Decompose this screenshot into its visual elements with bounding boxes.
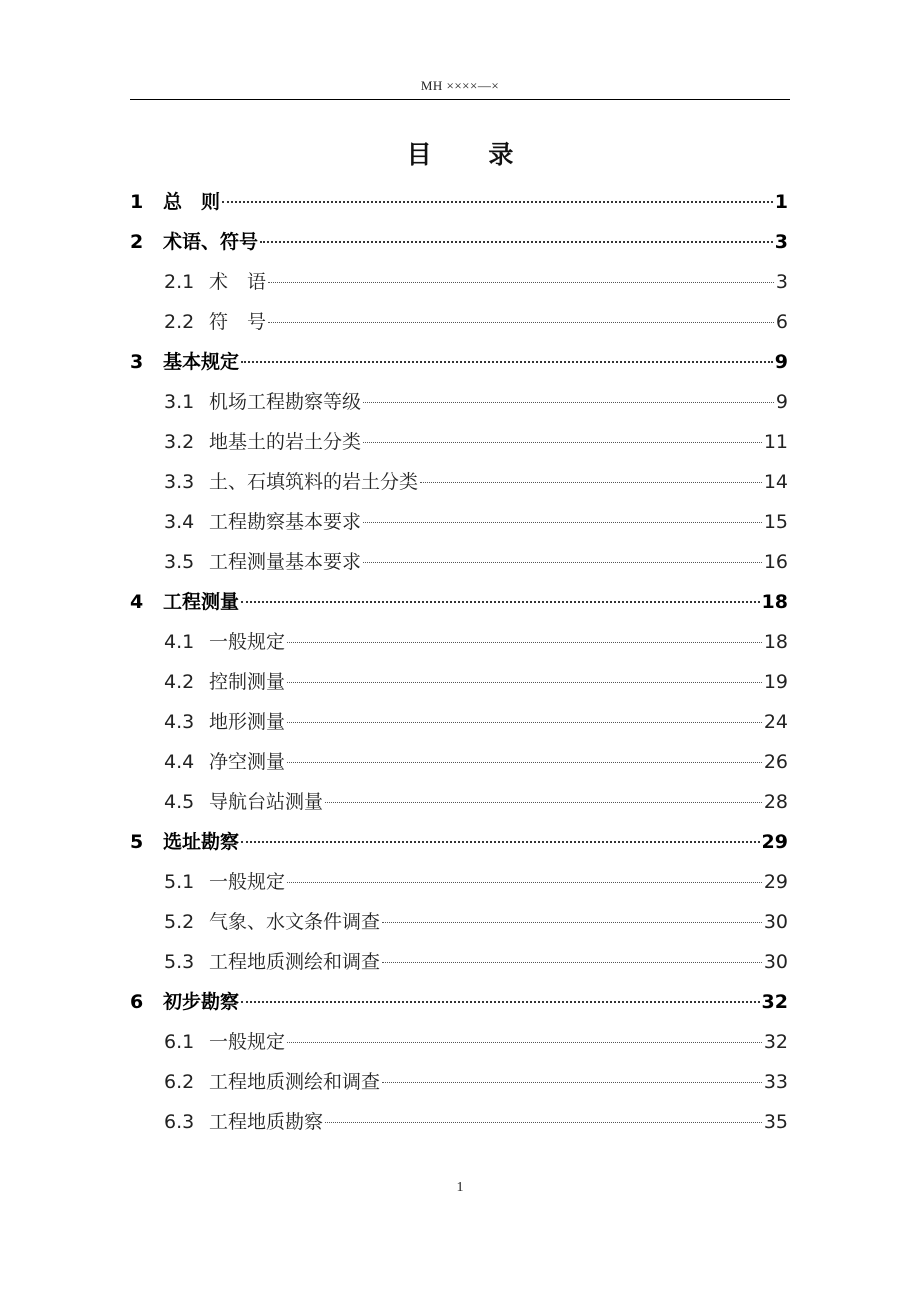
toc-dot-leader [287, 722, 762, 723]
toc-dot-leader [287, 682, 762, 683]
toc-entry-page: 11 [763, 431, 788, 453]
toc-entry-page: 29 [763, 871, 788, 893]
toc-section-entry[interactable] [130, 942, 788, 982]
toc-dot-leader [287, 762, 762, 763]
toc-entry-number: 3.2 [164, 431, 195, 453]
toc-dot-leader [287, 642, 762, 643]
toc-entry-number: 3.1 [164, 391, 195, 413]
toc-section-entry[interactable] [130, 902, 788, 942]
toc-entry-title: 术 语 [209, 271, 267, 293]
toc-entry-number: 6.3 [164, 1111, 195, 1133]
toc-entry-number: 2.2 [164, 311, 195, 333]
toc-dot-leader [363, 562, 762, 563]
toc-entry-page: 16 [763, 551, 788, 573]
toc-entry-title: 一般规定 [209, 871, 286, 893]
toc-entry-number: 5.1 [164, 871, 195, 893]
toc-entry-number: 2 [130, 231, 144, 253]
toc-dot-leader [268, 282, 774, 283]
toc-chapter-entry[interactable] [130, 182, 788, 222]
toc-dot-leader [268, 322, 774, 323]
toc-entry-title: 土、石填筑料的岩土分类 [209, 471, 419, 493]
toc-entry-title: 机场工程勘察等级 [209, 391, 362, 413]
toc-entry-title: 一般规定 [209, 1031, 286, 1053]
toc-section-entry[interactable] [130, 782, 788, 822]
table-of-contents [130, 182, 788, 1142]
toc-entry-number: 4.3 [164, 711, 195, 733]
toc-dot-leader [241, 841, 760, 843]
toc-dot-leader [382, 922, 762, 923]
toc-entry-page: 32 [763, 1031, 788, 1053]
toc-dot-leader [363, 522, 762, 523]
toc-entry-number: 4.5 [164, 791, 195, 813]
page-header-code: MH ××××—× [420, 78, 500, 93]
toc-section-entry[interactable] [130, 862, 788, 902]
toc-entry-title: 选址勘察 [163, 831, 240, 853]
toc-entry-title: 基本规定 [163, 351, 240, 373]
toc-entry-number: 4.2 [164, 671, 195, 693]
toc-section-entry[interactable] [130, 742, 788, 782]
toc-entry-number: 5 [130, 831, 144, 853]
toc-section-entry[interactable] [130, 1022, 788, 1062]
toc-entry-title: 总 则 [163, 191, 221, 213]
toc-entry-number: 4.1 [164, 631, 195, 653]
toc-entry-title: 初步勘察 [163, 991, 240, 1013]
toc-chapter-entry[interactable] [130, 982, 788, 1022]
toc-dot-leader [325, 802, 762, 803]
toc-entry-title: 控制测量 [209, 671, 286, 693]
toc-entry-title: 地形测量 [209, 711, 286, 733]
footer-page-number: 1 [456, 1180, 464, 1195]
toc-entry-page: 3 [774, 231, 788, 253]
toc-entry-page: 33 [763, 1071, 788, 1093]
toc-entry-page: 18 [763, 631, 788, 653]
toc-entry-number: 4.4 [164, 751, 195, 773]
toc-entry-page: 26 [763, 751, 788, 773]
toc-entry-number: 3 [130, 351, 144, 373]
toc-entry-number: 1 [130, 191, 144, 213]
toc-dot-leader [241, 361, 773, 363]
toc-chapter-entry[interactable] [130, 822, 788, 862]
toc-dot-leader [382, 962, 762, 963]
toc-entry-title: 工程测量基本要求 [209, 551, 362, 573]
toc-section-entry[interactable] [130, 662, 788, 702]
toc-dot-leader [241, 1001, 760, 1003]
toc-entry-page: 28 [763, 791, 788, 813]
toc-entry-title: 工程测量 [163, 591, 240, 613]
toc-entry-page: 3 [775, 271, 788, 293]
toc-chapter-entry[interactable] [130, 582, 788, 622]
toc-entry-number: 3.3 [164, 471, 195, 493]
toc-dot-leader [382, 1082, 762, 1083]
toc-section-entry[interactable] [130, 542, 788, 582]
toc-entry-number: 3.5 [164, 551, 195, 573]
toc-section-entry[interactable] [130, 1102, 788, 1142]
toc-entry-title: 术语、符号 [163, 231, 259, 253]
toc-entry-title: 工程勘察基本要求 [209, 511, 362, 533]
toc-section-entry[interactable] [130, 1062, 788, 1102]
toc-section-entry[interactable] [130, 422, 788, 462]
toc-section-entry[interactable] [130, 462, 788, 502]
toc-entry-title: 工程地质勘察 [209, 1111, 324, 1133]
toc-entry-page: 29 [761, 831, 788, 853]
toc-dot-leader [363, 442, 762, 443]
toc-entry-page: 19 [763, 671, 788, 693]
toc-entry-title: 地基土的岩土分类 [209, 431, 362, 453]
toc-entry-title: 工程地质测绘和调查 [209, 1071, 381, 1093]
toc-entry-page: 1 [774, 191, 788, 213]
toc-dot-leader [222, 201, 773, 203]
toc-entry-page: 15 [763, 511, 788, 533]
toc-entry-number: 6.1 [164, 1031, 195, 1053]
toc-entry-title: 气象、水文条件调查 [209, 911, 381, 933]
toc-dot-leader [241, 601, 760, 603]
toc-entry-number: 2.1 [164, 271, 195, 293]
toc-entry-title: 一般规定 [209, 631, 286, 653]
toc-entry-number: 5.3 [164, 951, 195, 973]
toc-section-entry[interactable] [130, 702, 788, 742]
toc-entry-page: 9 [774, 351, 788, 373]
toc-dot-leader [363, 402, 774, 403]
toc-section-entry[interactable] [130, 382, 788, 422]
toc-entry-page: 14 [763, 471, 788, 493]
toc-entry-title: 工程地质测绘和调查 [209, 951, 381, 973]
toc-section-entry[interactable] [130, 262, 788, 302]
toc-entry-title: 净空测量 [209, 751, 286, 773]
toc-section-entry[interactable] [130, 302, 788, 342]
toc-section-entry[interactable] [130, 502, 788, 542]
toc-dot-leader [260, 241, 773, 243]
toc-entry-page: 6 [775, 311, 788, 333]
toc-entry-number: 6.2 [164, 1071, 195, 1093]
header-divider [130, 99, 790, 100]
toc-entry-page: 32 [761, 991, 788, 1013]
toc-entry-number: 6 [130, 991, 144, 1013]
toc-title: 目 录 [406, 140, 538, 169]
toc-dot-leader [420, 482, 762, 483]
toc-entry-page: 9 [775, 391, 788, 413]
toc-entry-page: 30 [763, 951, 788, 973]
toc-chapter-entry[interactable] [130, 342, 788, 382]
toc-chapter-entry[interactable] [130, 222, 788, 262]
toc-entry-number: 4 [130, 591, 144, 613]
toc-entry-title: 导航台站测量 [209, 791, 324, 813]
toc-entry-page: 24 [763, 711, 788, 733]
toc-entry-number: 3.4 [164, 511, 195, 533]
toc-entry-number: 5.2 [164, 911, 195, 933]
toc-dot-leader [325, 1122, 762, 1123]
toc-entry-page: 35 [763, 1111, 788, 1133]
toc-dot-leader [287, 882, 762, 883]
toc-dot-leader [287, 1042, 762, 1043]
toc-entry-page: 30 [763, 911, 788, 933]
toc-entry-title: 符 号 [209, 311, 267, 333]
toc-entry-page: 18 [761, 591, 788, 613]
toc-section-entry[interactable] [130, 622, 788, 662]
